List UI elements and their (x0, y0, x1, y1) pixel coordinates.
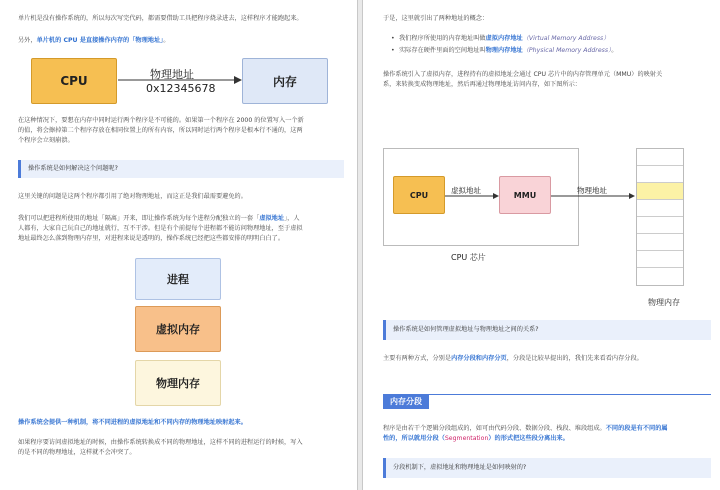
cpu-box: CPU (31, 58, 117, 104)
arrow-label-physical-address: 物理地址 (150, 68, 194, 81)
physical-memory-column (636, 148, 684, 286)
physical-address-label: 物理地址 (577, 186, 607, 195)
highlighted-memory-cell (637, 183, 683, 200)
physical-memory-label: 物理内存 (648, 298, 680, 307)
cpu-chip-label: CPU 芯片 (451, 253, 486, 262)
arrow-right-icon (445, 192, 499, 200)
paragraph-two-concepts: 于是，这里就引出了两种地址的概念： (383, 15, 489, 22)
paragraph-intro: 单片机是没有操作系统的，所以每次写完代码，都需要借助工具把程序烧录进去，这样程序才能跑起来。 (18, 15, 303, 22)
paragraph-mapping-mechanism: 操作系统会提供一种机制，将不同进程的虚拟地址和不同内存的物理地址映射起来。 (18, 419, 247, 426)
highlight-physical-address: 单片机的 CPU 是直接操作内存的「物理地址」 (36, 37, 164, 44)
process-box: 进程 (135, 258, 221, 300)
arrow-right-icon (118, 75, 242, 85)
section-title-memory-segmentation: 内存分段 (383, 394, 429, 409)
callout-question-3: 分段机制下，虚拟地址和物理地址是如何映射的? (383, 458, 711, 478)
right-page: 于是，这里就引出了两种地址的概念： • 我们程序所使用的内存地址叫做虚拟内存地址（Virtual Memory Address） • 实际存在硬件里面的空间地址叫物理内存地址（Physical Memory Address）。 操作系统引入了虚拟内存，进程持有的虚拟地址会通过 CPU 芯片中的内存管理单元（MMU）的映射关 系，来转换变成物理地址，然后再通过物理地址访问内存，如下图所示： CPU 虚拟地址 MMU 物理地址 CPU 芯片 物理内存 操作系统是如何管理虚拟地址与物理地址之间的关系? 主要有两种方式，分别是内存分段和内存分页，分段是比较早提出的，我们先来看看内存分段。 内存分段 程序是由若干个逻辑分段组成的，如可由代码分段、数据分段、栈段、堆段组成。不同的段是有不同的属 性的，所以就用分段（Segmentation）的形式把这些段分离出来。 分段机制下，虚拟地址和物理地址是如何映射的? (362, 0, 720, 490)
bullet-virtual-address: • 我们程序所使用的内存地址叫做虚拟内存地址（Virtual Memory Address） (399, 34, 609, 44)
cpu-box-right: CPU (393, 176, 445, 214)
address-value: 0x12345678 (146, 82, 216, 95)
paragraph-two-methods: 主要有两种方式，分别是内存分段和内存分页，分段是比较早提出的，我们先来看看内存分段。 (383, 355, 643, 362)
bullet-physical-address: • 实际存在硬件里面的空间地址叫物理内存地址（Physical Memory Address）。 (399, 46, 617, 56)
highlight-virtual-address: 虚拟地址 (259, 215, 285, 222)
mmu-box: MMU (499, 176, 551, 214)
callout-question-2: 操作系统是如何管理虚拟地址与物理地址之间的关系? (383, 320, 711, 340)
highlight-segment-paging: 内存分段和内存分页 (451, 355, 507, 362)
virtual-address-label: 虚拟地址 (451, 186, 481, 195)
paragraph-key-problem: 这里关键的问题是这两个程序都引用了绝对物理地址，而这正是我们最需要避免的。 (18, 193, 247, 200)
virtual-memory-box: 虚拟内存 (135, 306, 221, 352)
physical-memory-box: 物理内存 (135, 360, 221, 406)
section-divider (383, 394, 711, 395)
callout-question-1: 操作系统是如何解决这个问题呢? (18, 160, 344, 178)
arrow-right-icon (551, 192, 635, 200)
memory-box: 内存 (242, 58, 328, 104)
paragraph-direct-access: 另外，单片机的 CPU 是直接操作内存的「物理地址」。 (18, 37, 170, 44)
left-page: 单片机是没有操作系统的，所以每次写完代码，都需要借助工具把程序烧录进去，这样程序才能跑起来。 另外，单片机的 CPU 是直接操作内存的「物理地址」。 CPU 物理地址 0x12345678 内存 在这种情况下，要想在内存中同时运行两个程序是不可能的。如果第一个程序在 2000 的位置写入一个新 的值，将会擦掉第二个程序存放在相同位置上的所有内容，所以同时运行两个程序是根本行不通的，这两 个程序会立刻崩溃。 操作系统是如何解决这个问题呢? 这里关键的问题是这两个程序都引用了绝对物理地址，而这正是我们最需要避免的。 我们可以把进程所使用的地址「隔离」开来，即让操作系统为每个进程分配独立的一套「虚拟地址」，人 人都有，大家自己玩自己的地址就行，互不干涉。但是有个前提每个进程都不能访问物理地址，至于虚拟 地址最终怎么落到物理内存里，对进程来说是透明的，操作系统已经把这些都安排的明明白白了。 进程 虚拟内存 物理内存 操作系统会提供一种机制，将不同进程的虚拟地址和不同内存的物理地址映射起来。 如果程序要访问虚拟地址的时候，由操作系统转换成不同的物理地址，这样不同的进程运行的时候，写入 的是不同的物理地址，这样就不会冲突了。 (0, 0, 358, 490)
